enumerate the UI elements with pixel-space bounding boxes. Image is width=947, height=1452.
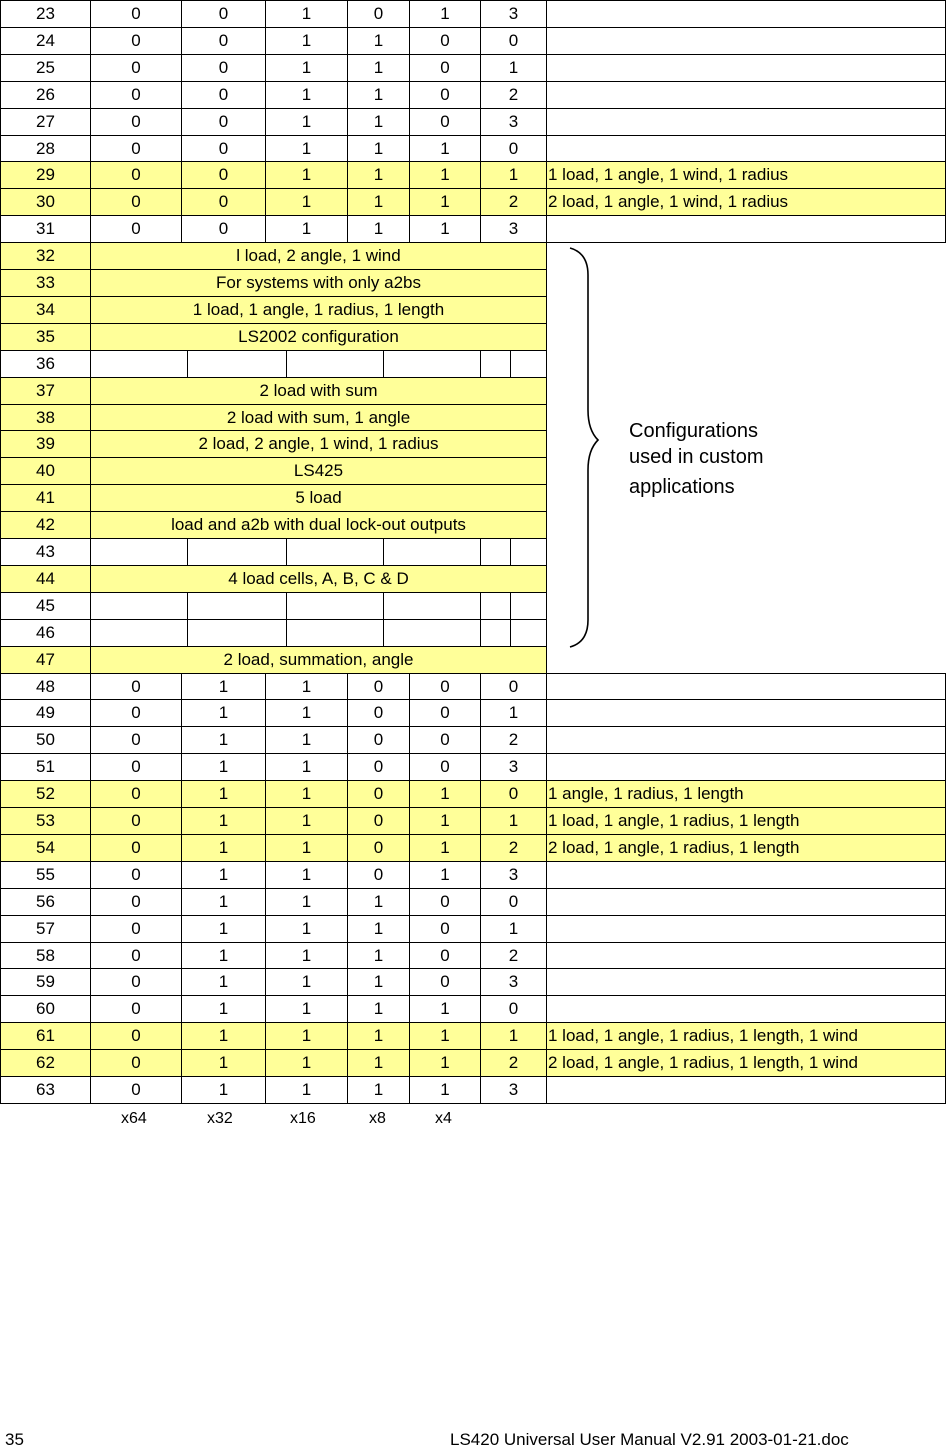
bit-cell: 1 <box>347 81 410 109</box>
bit-cell: 0 <box>181 161 266 189</box>
bit-cell: 1 <box>265 81 348 109</box>
bit-cell: 0 <box>90 215 182 243</box>
description-cell <box>546 0 946 28</box>
bit-cell: 0 <box>409 673 481 700</box>
description-cell <box>546 968 946 996</box>
config-number-cell: 42 <box>0 511 91 539</box>
multiplier-label: x4 <box>435 1110 452 1127</box>
bit-cell: 0 <box>90 807 182 835</box>
bit-cell: 0 <box>90 1049 182 1077</box>
bit-cell: 1 <box>409 1049 481 1077</box>
bit-cell: 0 <box>347 780 410 808</box>
bit-cell: 2 <box>480 942 547 969</box>
bit-cell: 0 <box>90 699 182 727</box>
config-number-cell: 23 <box>0 0 91 28</box>
bit-cell: 1 <box>181 726 266 754</box>
config-number-cell: 54 <box>0 834 91 862</box>
bit-cell: 0 <box>480 995 547 1023</box>
config-number-cell: 48 <box>0 673 91 700</box>
empty-cell <box>480 619 511 647</box>
note-line: Configurations <box>629 420 758 442</box>
empty-cell <box>187 592 287 620</box>
bit-cell: 0 <box>409 54 481 82</box>
bit-cell: 0 <box>347 753 410 781</box>
bit-cell: 0 <box>347 861 410 889</box>
description-cell <box>546 942 946 969</box>
bit-cell: 0 <box>409 81 481 109</box>
bit-cell: 1 <box>181 780 266 808</box>
bit-cell: 1 <box>480 161 547 189</box>
empty-cell <box>187 619 287 647</box>
description-cell <box>546 673 946 700</box>
bit-cell: 1 <box>181 888 266 916</box>
bit-cell: 1 <box>181 807 266 835</box>
bit-cell: 1 <box>409 135 481 162</box>
description-cell <box>546 699 946 727</box>
bit-cell: 1 <box>265 215 348 243</box>
bit-cell: 2 <box>480 188 547 216</box>
bit-cell: 0 <box>347 673 410 700</box>
bit-cell: 1 <box>409 0 481 28</box>
bit-cell: 1 <box>409 215 481 243</box>
description-cell <box>546 1076 946 1104</box>
multiplier-label: x32 <box>207 1110 233 1127</box>
bit-cell: 0 <box>90 161 182 189</box>
bit-cell: 1 <box>265 780 348 808</box>
config-number-cell: 62 <box>0 1049 91 1077</box>
config-number-cell: 43 <box>0 538 91 566</box>
merged-description-cell: LS2002 configuration <box>90 323 547 351</box>
empty-cell <box>286 619 384 647</box>
description-cell <box>546 726 946 754</box>
bit-cell: 1 <box>265 135 348 162</box>
bit-cell: 1 <box>181 753 266 781</box>
bit-cell: 2 <box>480 834 547 862</box>
config-number-cell: 36 <box>0 350 91 378</box>
bit-cell: 0 <box>409 27 481 55</box>
config-number-cell: 27 <box>0 108 91 136</box>
config-number-cell: 26 <box>0 81 91 109</box>
config-number-cell: 24 <box>0 27 91 55</box>
bit-cell: 3 <box>480 968 547 996</box>
bit-cell: 0 <box>480 888 547 916</box>
bit-cell: 0 <box>409 753 481 781</box>
multiplier-label: x8 <box>369 1110 386 1127</box>
bit-cell: 0 <box>347 807 410 835</box>
bit-cell: 0 <box>181 135 266 162</box>
bit-cell: 0 <box>409 699 481 727</box>
bit-cell: 1 <box>265 27 348 55</box>
note-line: applications <box>629 476 735 498</box>
bit-cell: 1 <box>265 807 348 835</box>
config-number-cell: 38 <box>0 404 91 431</box>
bit-cell: 0 <box>90 188 182 216</box>
bit-cell: 1 <box>480 915 547 943</box>
description-cell <box>546 81 946 109</box>
config-number-cell: 37 <box>0 377 91 405</box>
bit-cell: 1 <box>409 1076 481 1104</box>
bit-cell: 1 <box>347 108 410 136</box>
bit-cell: 0 <box>90 780 182 808</box>
config-number-cell: 47 <box>0 646 91 674</box>
merged-description-cell: 1 load, 1 angle, 1 radius, 1 length <box>90 296 547 324</box>
merged-description-cell: 2 load with sum <box>90 377 547 405</box>
config-number-cell: 30 <box>0 188 91 216</box>
merged-description-cell: 5 load <box>90 484 547 512</box>
empty-cell <box>510 619 547 647</box>
bit-cell: 0 <box>347 726 410 754</box>
config-number-cell: 49 <box>0 699 91 727</box>
description-cell <box>546 888 946 916</box>
bit-cell: 0 <box>181 0 266 28</box>
bit-cell: 1 <box>409 188 481 216</box>
description-cell: 2 load, 1 angle, 1 radius, 1 length, 1 wind <box>546 1049 946 1077</box>
description-cell <box>546 108 946 136</box>
bit-cell: 1 <box>409 161 481 189</box>
bit-cell: 1 <box>265 0 348 28</box>
merged-description-cell: 2 load, 2 angle, 1 wind, 1 radius <box>90 430 547 458</box>
empty-cell <box>90 538 188 566</box>
bit-cell: 1 <box>265 1049 348 1077</box>
empty-cell <box>510 538 547 566</box>
config-number-cell: 58 <box>0 942 91 969</box>
merged-description-cell: 2 load, summation, angle <box>90 646 547 674</box>
config-number-cell: 33 <box>0 269 91 297</box>
description-cell <box>546 995 946 1023</box>
description-cell <box>546 215 946 243</box>
description-cell <box>546 915 946 943</box>
empty-cell <box>90 592 188 620</box>
config-number-cell: 46 <box>0 619 91 647</box>
bit-cell: 1 <box>265 753 348 781</box>
bit-cell: 0 <box>90 942 182 969</box>
bit-cell: 1 <box>181 861 266 889</box>
empty-cell <box>90 350 188 378</box>
merged-description-cell: l load, 2 angle, 1 wind <box>90 242 547 270</box>
bit-cell: 0 <box>480 27 547 55</box>
description-cell: 1 angle, 1 radius, 1 length <box>546 780 946 808</box>
config-number-cell: 32 <box>0 242 91 270</box>
bit-cell: 0 <box>90 753 182 781</box>
bit-cell: 1 <box>181 834 266 862</box>
note-line: used in custom <box>629 446 764 468</box>
description-cell <box>546 54 946 82</box>
empty-cell <box>383 592 481 620</box>
bit-cell: 0 <box>90 995 182 1023</box>
bit-cell: 1 <box>409 995 481 1023</box>
merged-description-cell: 4 load cells, A, B, C & D <box>90 565 547 593</box>
bit-cell: 1 <box>409 1022 481 1050</box>
bit-cell: 0 <box>90 27 182 55</box>
bit-cell: 0 <box>347 834 410 862</box>
bit-cell: 1 <box>265 1022 348 1050</box>
bit-cell: 1 <box>347 54 410 82</box>
bit-cell: 0 <box>90 968 182 996</box>
bit-cell: 0 <box>181 108 266 136</box>
bit-cell: 1 <box>347 968 410 996</box>
bit-cell: 1 <box>409 834 481 862</box>
bit-cell: 1 <box>347 135 410 162</box>
multiplier-label: x64 <box>121 1110 147 1127</box>
bit-cell: 1 <box>347 1022 410 1050</box>
bit-cell: 1 <box>347 27 410 55</box>
bit-cell: 1 <box>265 161 348 189</box>
bit-cell: 1 <box>347 188 410 216</box>
config-number-cell: 29 <box>0 161 91 189</box>
bit-cell: 1 <box>181 673 266 700</box>
bit-cell: 1 <box>265 673 348 700</box>
empty-cell <box>383 619 481 647</box>
empty-cell <box>286 592 384 620</box>
bit-cell: 1 <box>409 861 481 889</box>
bit-cell: 1 <box>265 968 348 996</box>
config-number-cell: 59 <box>0 968 91 996</box>
bit-cell: 0 <box>409 888 481 916</box>
bit-cell: 0 <box>90 1022 182 1050</box>
config-number-cell: 63 <box>0 1076 91 1104</box>
empty-cell <box>383 350 481 378</box>
config-number-cell: 35 <box>0 323 91 351</box>
bit-cell: 2 <box>480 726 547 754</box>
config-number-cell: 53 <box>0 807 91 835</box>
config-number-cell: 61 <box>0 1022 91 1050</box>
empty-cell <box>286 538 384 566</box>
bit-cell: 0 <box>90 135 182 162</box>
empty-cell <box>383 538 481 566</box>
bit-cell: 1 <box>347 1049 410 1077</box>
bit-cell: 2 <box>480 1049 547 1077</box>
bit-cell: 1 <box>347 161 410 189</box>
config-number-cell: 45 <box>0 592 91 620</box>
bit-cell: 1 <box>181 699 266 727</box>
config-number-cell: 34 <box>0 296 91 324</box>
config-number-cell: 51 <box>0 753 91 781</box>
bit-cell: 0 <box>90 81 182 109</box>
bit-cell: 1 <box>181 995 266 1023</box>
bit-cell: 0 <box>90 834 182 862</box>
bit-cell: 1 <box>409 807 481 835</box>
empty-cell <box>286 350 384 378</box>
bit-cell: 0 <box>409 942 481 969</box>
merged-description-cell: LS425 <box>90 457 547 485</box>
config-number-cell: 44 <box>0 565 91 593</box>
multiplier-label: x16 <box>290 1110 316 1127</box>
bit-cell: 0 <box>480 673 547 700</box>
bit-cell: 0 <box>90 888 182 916</box>
bit-cell: 1 <box>265 915 348 943</box>
bit-cell: 0 <box>90 1076 182 1104</box>
bit-cell: 1 <box>265 861 348 889</box>
bit-cell: 1 <box>265 888 348 916</box>
bit-cell: 1 <box>480 699 547 727</box>
bit-cell: 1 <box>480 54 547 82</box>
bit-cell: 0 <box>409 108 481 136</box>
empty-cell <box>90 619 188 647</box>
bit-cell: 1 <box>409 780 481 808</box>
bit-cell: 0 <box>90 108 182 136</box>
config-number-cell: 52 <box>0 780 91 808</box>
bit-cell: 1 <box>181 1049 266 1077</box>
empty-cell <box>187 538 287 566</box>
bit-cell: 2 <box>480 81 547 109</box>
bit-cell: 0 <box>181 188 266 216</box>
bit-cell: 0 <box>181 215 266 243</box>
bit-cell: 1 <box>265 108 348 136</box>
bit-cell: 1 <box>181 915 266 943</box>
description-cell: 2 load, 1 angle, 1 wind, 1 radius <box>546 188 946 216</box>
bit-cell: 1 <box>265 699 348 727</box>
bit-cell: 0 <box>480 780 547 808</box>
description-cell: 1 load, 1 angle, 1 radius, 1 length, 1 wind <box>546 1022 946 1050</box>
custom-config-note <box>629 418 764 500</box>
bit-cell: 3 <box>480 215 547 243</box>
bit-cell: 0 <box>90 673 182 700</box>
empty-cell <box>480 350 511 378</box>
config-number-cell: 39 <box>0 430 91 458</box>
empty-cell <box>480 538 511 566</box>
empty-cell <box>510 350 547 378</box>
bit-cell: 1 <box>181 942 266 969</box>
bit-cell: 1 <box>265 995 348 1023</box>
empty-cell <box>187 350 287 378</box>
bit-cell: 3 <box>480 108 547 136</box>
bit-cell: 1 <box>480 807 547 835</box>
config-number-cell: 25 <box>0 54 91 82</box>
bit-cell: 1 <box>347 888 410 916</box>
bit-cell: 1 <box>265 54 348 82</box>
bit-cell: 1 <box>265 188 348 216</box>
bit-cell: 0 <box>181 81 266 109</box>
config-number-cell: 50 <box>0 726 91 754</box>
bit-cell: 0 <box>90 54 182 82</box>
bit-cell: 0 <box>90 0 182 28</box>
bit-cell: 1 <box>347 995 410 1023</box>
config-number-cell: 60 <box>0 995 91 1023</box>
description-cell: 1 load, 1 angle, 1 radius, 1 length <box>546 807 946 835</box>
bit-cell: 1 <box>265 834 348 862</box>
description-cell <box>546 753 946 781</box>
description-cell <box>546 135 946 162</box>
config-number-cell: 41 <box>0 484 91 512</box>
config-number-cell: 55 <box>0 861 91 889</box>
bit-cell: 0 <box>409 915 481 943</box>
config-number-cell: 57 <box>0 915 91 943</box>
bit-cell: 1 <box>181 1076 266 1104</box>
bit-cell: 0 <box>90 915 182 943</box>
bit-cell: 0 <box>409 968 481 996</box>
description-cell <box>546 861 946 889</box>
bit-cell: 3 <box>480 861 547 889</box>
config-number-cell: 56 <box>0 888 91 916</box>
bit-cell: 1 <box>347 942 410 969</box>
description-cell <box>546 27 946 55</box>
config-number-cell: 40 <box>0 457 91 485</box>
merged-description-cell: load and a2b with dual lock-out outputs <box>90 511 547 539</box>
description-cell: 1 load, 1 angle, 1 wind, 1 radius <box>546 161 946 189</box>
bit-cell: 0 <box>480 135 547 162</box>
merged-description-cell: For systems with only a2bs <box>90 269 547 297</box>
bit-cell: 3 <box>480 1076 547 1104</box>
bit-cell: 3 <box>480 0 547 28</box>
curly-brace <box>560 245 600 650</box>
empty-cell <box>480 592 511 620</box>
description-cell: 2 load, 1 angle, 1 radius, 1 length <box>546 834 946 862</box>
document-title: LS420 Universal User Manual V2.91 2003-01-21.doc <box>450 1430 849 1449</box>
page-number: 35 <box>5 1430 24 1449</box>
bit-cell: 0 <box>181 27 266 55</box>
bit-cell: 1 <box>265 1076 348 1104</box>
bit-cell: 1 <box>347 1076 410 1104</box>
bit-cell: 1 <box>265 726 348 754</box>
bit-cell: 1 <box>480 1022 547 1050</box>
bit-cell: 0 <box>90 726 182 754</box>
bit-cell: 0 <box>347 0 410 28</box>
bit-cell: 1 <box>347 215 410 243</box>
bit-cell: 0 <box>347 699 410 727</box>
bit-cell: 1 <box>347 915 410 943</box>
bit-cell: 0 <box>90 861 182 889</box>
empty-cell <box>510 592 547 620</box>
bit-cell: 1 <box>181 1022 266 1050</box>
bit-cell: 3 <box>480 753 547 781</box>
bit-cell: 1 <box>181 968 266 996</box>
bit-cell: 0 <box>181 54 266 82</box>
merged-description-cell: 2 load with sum, 1 angle <box>90 404 547 431</box>
bit-cell: 1 <box>265 942 348 969</box>
bit-cell: 0 <box>409 726 481 754</box>
config-number-cell: 28 <box>0 135 91 162</box>
config-number-cell: 31 <box>0 215 91 243</box>
